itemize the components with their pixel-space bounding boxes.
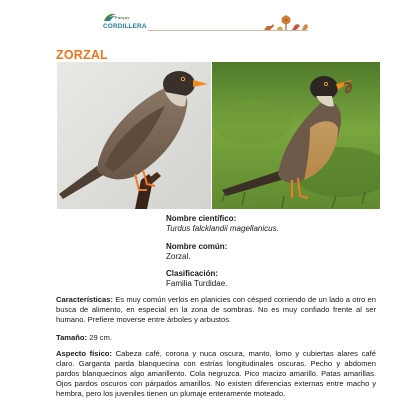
size-text: 29 cm. — [89, 333, 113, 342]
classification-value: Familia Turdidae. — [166, 279, 228, 288]
page-header — [0, 0, 400, 42]
characteristics-paragraph — [56, 295, 376, 325]
size-label: Tamaño: — [56, 333, 88, 342]
page-title: ZORZAL — [56, 48, 108, 62]
classification-label: Clasificación: — [166, 269, 219, 278]
logo-main-text: CORDILLERA — [103, 23, 147, 30]
common-name-value: Zorzal. — [166, 252, 191, 261]
park-logo — [100, 12, 148, 32]
scientific-name-block — [166, 214, 279, 234]
physical-appearance-label: Aspecto físico: — [56, 349, 112, 358]
logo-small-text: Parque — [115, 15, 130, 20]
common-name-label: Nombre común: — [166, 242, 228, 251]
common-name-block — [166, 242, 227, 262]
zorzal-on-branch-photo — [57, 62, 211, 209]
zorzal-with-worm-photo — [212, 62, 380, 209]
characteristics-label: Características: — [56, 295, 113, 304]
physical-appearance-paragraph — [56, 349, 376, 399]
classification-block — [166, 269, 227, 289]
wildlife-silhouettes-icon — [262, 14, 310, 32]
physical-appearance-text: Cabeza café, corona y nuca oscura, manto, lomo y cubiertas alares café claro. Garganta parda blanquecina con estrías longitudinales oscuras. Pecho y abdomen pardos blanquecinos algo amarillento. Cola negruzca. Pico macizo amarillo. Patas amarillas. Ojos pardos oscuros con párpados amarillos. No existen diferencias externas entre macho y hembra, pero los juveniles tienen un plumaje enteramente moteado. — [56, 349, 376, 399]
scientific-name-label: Nombre científico: — [166, 214, 237, 223]
scientific-name-value: Turdus falcklandii magellanicus. — [166, 224, 279, 233]
characteristics-text: Es muy común verlos en planicies con césped corriendo de un lado a otro en busca de alimento, en especial en la zona de sombras. No es muy confiado frente al ser humano. Prefiere moverse entre árboles y arbustos. — [56, 295, 376, 325]
size-paragraph — [56, 333, 376, 343]
